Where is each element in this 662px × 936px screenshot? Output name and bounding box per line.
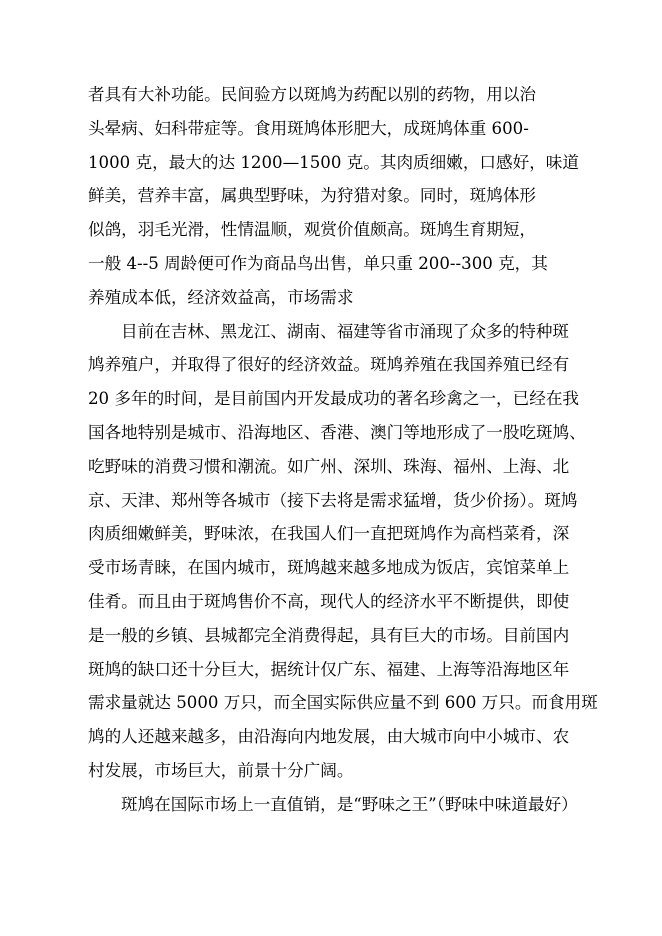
text-line: 一般 4--5 周龄便可作为商品鸟出售，单只重 200--300 克，其 xyxy=(88,253,548,273)
text-line: 者具有大补功能。民间验方以斑鸠为药配以别的药物，用以治 xyxy=(88,85,537,104)
text-line: 佳肴。而且由于斑鸠售价不高，现代人的经济水平不断提供，即使 xyxy=(88,591,570,611)
text-line: 国各地特别是城市、沿海地区、香港、澳门等地形成了一股吃斑鸠、 xyxy=(88,422,586,442)
text-line: 鸠养殖户，并取得了很好的经济效益。斑鸠养殖在我国养殖已经有 xyxy=(88,355,570,375)
text-line: 肉质细嫩鲜美，野味浓，在我国人们一直把斑鸠作为高档菜肴，深 xyxy=(88,524,570,544)
text-line: 养殖成本低，经济效益高，市场需求 xyxy=(88,287,354,307)
text-line: 似鸽，羽毛光滑，性情温顺，观赏价值颇高。斑鸠生育期短， xyxy=(88,220,537,240)
text-line: 京、天津、郑州等各城市（接下去将是需求猛增，货少价扬）。斑鸠 xyxy=(88,490,578,510)
text-line: 鸠的人还越来越多，由沿海向内地发展，由大城市向中小城市、农 xyxy=(88,727,570,747)
text-line: 吃野味的消费习惯和潮流。如广州、深圳、珠海、福州、上海、北 xyxy=(88,456,570,476)
text-line: 受市场青睐，在国内城市，斑鸠越来越多地成为饭店，宾馆菜单上 xyxy=(88,558,570,578)
paragraph-first-line: 斑鸠在国际市场上一直值销，是“野味之王”（野味中味道最好） xyxy=(121,794,578,814)
text-line: 需求量就达 5000 万只，而全国实际供应量不到 600 万只。而食用斑 xyxy=(88,693,598,713)
text-line: 20 多年的时间，是目前国内开发最成功的著名珍禽之一，已经在我 xyxy=(88,389,580,409)
text-line: 村发展，市场巨大，前景十分广阔。 xyxy=(88,760,354,780)
text-line: 鲜美，营养丰富，属典型野味，为狩猎对象。同时，斑鸠体形 xyxy=(88,186,537,206)
text-line: 斑鸠的缺口还十分巨大，据统计仅广东、福建、上海等沿海地区年 xyxy=(88,659,570,679)
text-line: 是一般的乡镇、县城都完全消费得起，具有巨大的市场。目前国内 xyxy=(88,625,570,645)
text-line: 1000 克，最大的达 1200—1500 克。其肉质细嫩，口感好，味道 xyxy=(88,152,579,172)
paragraph-first-line: 目前在吉林、黑龙江、湖南、福建等省市涌现了众多的特种斑 xyxy=(121,321,570,341)
text-line: 头晕病、妇科带症等。食用斑鸠体形肥大，成斑鸠体重 600- xyxy=(88,118,529,138)
document-body xyxy=(88,78,598,822)
